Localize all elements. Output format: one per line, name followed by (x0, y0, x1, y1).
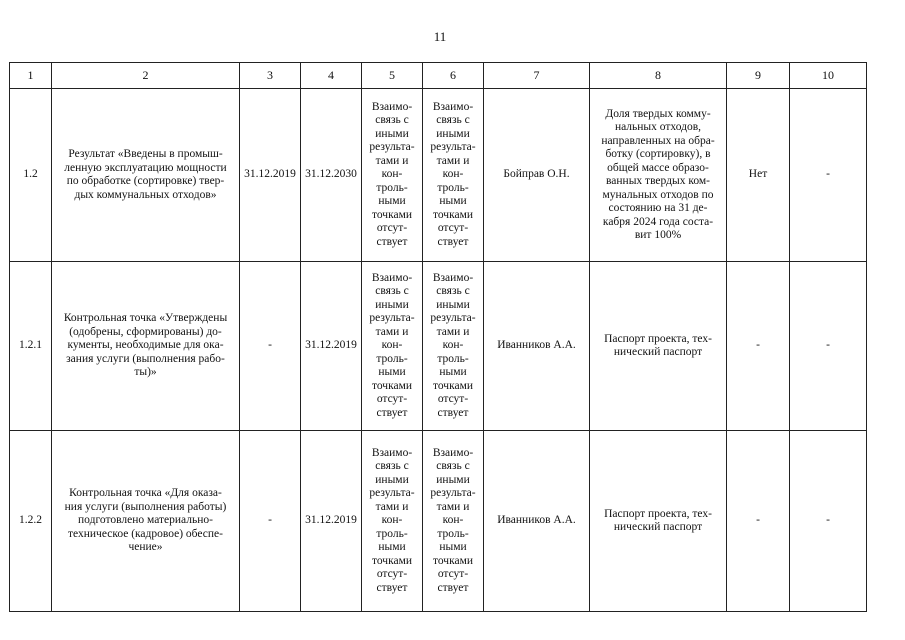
start-date-cell: - (240, 431, 301, 612)
table-row (10, 262, 867, 431)
relation-cell: Взаимо- связь с иными результа- тами и кон- троль- ными точками отсут- ствует (362, 89, 423, 262)
column-header: 5 (362, 63, 423, 89)
item-name-cell: Контрольная точка «Для оказа- ния услуги (выполнения работы) подготовлено материально- техническое (кадровое) обеспе- чение» (52, 431, 240, 612)
note-cell: - (790, 262, 867, 431)
column-header: 4 (301, 63, 362, 89)
item-name-cell: Результат «Введены в промыш- ленную эксплуатацию мощности по обработке (сортировке) твер- дых коммунальных отходов» (52, 89, 240, 262)
responsible-cell: Иванников А.А. (484, 431, 590, 612)
column-header: 10 (790, 63, 867, 89)
header-row (10, 63, 867, 89)
responsible-cell: Бойпрaв О.Н. (484, 89, 590, 262)
start-date-cell: 31.12.2019 (240, 89, 301, 262)
column-header: 1 (10, 63, 52, 89)
result-type-cell: Доля твердых комму- нальных отходов, направленных на обра- ботку (сортировку), в общей массе образо- ванных твердых ком- мунальных отходов по состоянию на 31 де- кабря 2024 года соста- вит 100% (590, 89, 727, 262)
relation-cell: Взаимо- связь с иными результа- тами и кон- троль- ными точками отсут- ствует (362, 262, 423, 431)
end-date-cell: 31.12.2019 (301, 262, 362, 431)
start-date-cell: - (240, 262, 301, 431)
end-date-cell: 31.12.2019 (301, 431, 362, 612)
page-number: 11 (433, 29, 447, 44)
column-header: 9 (727, 63, 790, 89)
relation-cell: Взаимо- связь с иными результа- тами и кон- троль- ными точками отсут- ствует (362, 431, 423, 612)
relation-cell: Взаимо- связь с иными результа- тами и кон- троль- ными точками отсут- ствует (423, 431, 484, 612)
column-header: 3 (240, 63, 301, 89)
level-cell: Нет (727, 89, 790, 262)
responsible-cell: Иванников А.А. (484, 262, 590, 431)
level-cell: - (727, 262, 790, 431)
table-row (10, 431, 867, 612)
column-header: 7 (484, 63, 590, 89)
note-cell: - (790, 89, 867, 262)
column-header: 6 (423, 63, 484, 89)
relation-cell: Взаимо- связь с иными результа- тами и кон- троль- ными точками отсут- ствует (423, 262, 484, 431)
result-type-cell: Паспорт проекта, тех- нический паспорт (590, 431, 727, 612)
column-header: 2 (52, 63, 240, 89)
relation-cell: Взаимо- связь с иными результа- тами и кон- троль- ными точками отсут- ствует (423, 89, 484, 262)
result-type-cell: Паспорт проекта, тех- нический паспорт (590, 262, 727, 431)
row-number-cell: 1.2 (10, 89, 52, 262)
row-number-cell: 1.2.2 (10, 431, 52, 612)
note-cell: - (790, 431, 867, 612)
end-date-cell: 31.12.2030 (301, 89, 362, 262)
level-cell: - (727, 431, 790, 612)
row-number-cell: 1.2.1 (10, 262, 52, 431)
column-header: 8 (590, 63, 727, 89)
table-row (10, 89, 867, 262)
results-table (9, 62, 867, 612)
item-name-cell: Контрольная точка «Утверждены (одобрены, сформированы) до- кументы, необходимые для ока- зания услуги (выполнения рабо- ты)» (52, 262, 240, 431)
